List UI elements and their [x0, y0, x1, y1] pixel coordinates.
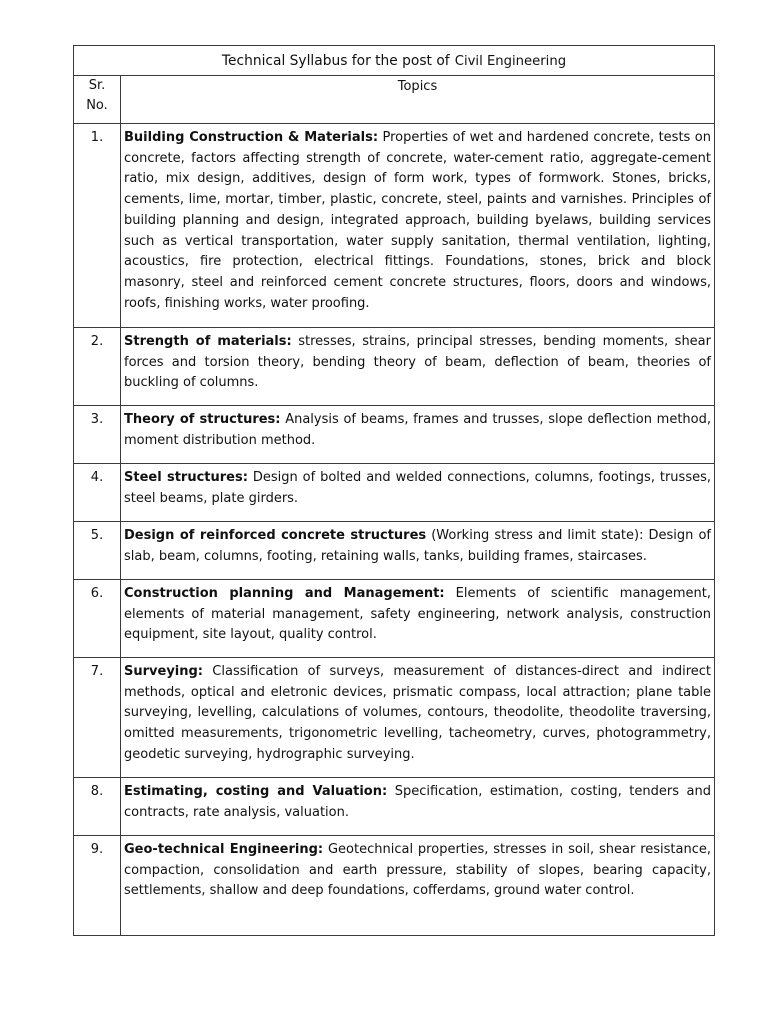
sr-header-line1: Sr. [88, 78, 106, 93]
topic-heading: Estimating, costing and Valuation: [124, 784, 388, 799]
table-row [74, 328, 715, 406]
topic-cell [121, 124, 715, 328]
sr-number: 3. [74, 406, 121, 464]
table-row [74, 464, 715, 522]
topic-heading: Construction planning and Management: [124, 586, 445, 601]
sr-number: 1. [74, 124, 121, 328]
topic-text: Analysis of beams, frames and trusses, slope deflection method, moment distribution method. [124, 412, 712, 448]
table-row [74, 406, 715, 464]
sr-number: 2. [74, 328, 121, 406]
table-row [74, 778, 715, 836]
sr-number: 7. [74, 658, 121, 778]
topic-text: Specification, estimation, costing, tenders and contracts, rate analysis, valuation. [124, 784, 711, 820]
topic-heading: Geo-technical Engineering: [124, 842, 324, 857]
topic-text: Properties of wet and hardened concrete, tests on concrete, factors affecting strength of concrete, water-cement ratio, aggregate-cement ratio, mix design, additives, design of form work, types of formwork. Stones, bricks, cements, lime, mortar, timber, plastic, concrete, steel, paints and varnishes. Principles of building planning and design, integrated approach, building byelaws, building services such as vertical transportation, water supply sanitation, thermal ventilation, lighting, acoustics, fire protection, electrical fittings. Foundations, stones, brick and block masonry, steel and reinforced cement concrete structures, floors, doors and windows, roofs, finishing works, water proofing. [124, 130, 711, 311]
post-name: Civil Engineering [454, 54, 567, 69]
table-row [74, 124, 715, 328]
topic-heading: Building Construction & Materials: [124, 130, 379, 145]
table-row [74, 522, 715, 580]
document-title [74, 46, 715, 76]
table-row [74, 836, 715, 936]
topic-cell [121, 658, 715, 778]
topics-header: Topics [121, 76, 715, 124]
sr-no-header [74, 76, 121, 124]
topic-text: Design of bolted and welded connections, columns, footings, trusses, steel beams, plate girders. [124, 470, 711, 506]
title-text: Technical Syllabus for the post of [221, 53, 450, 69]
topic-heading: Theory of structures: [124, 412, 281, 427]
topic-text: Geotechnical properties, stresses in soil, shear resistance, compaction, consolidation and earth pressure, stability of slopes, bearing capacity, settlements, shallow and deep foundations, cofferdams, ground water control. [124, 842, 712, 899]
header-row [74, 76, 715, 124]
topic-heading: Surveying: [124, 664, 204, 679]
sr-number: 4. [74, 464, 121, 522]
topic-heading: Design of reinforced concrete structures [124, 528, 427, 543]
topic-text: stresses, strains, principal stresses, bending moments, shear forces and torsion theory, bending theory of beam, deflection of beam, theories of buckling of columns. [124, 334, 711, 391]
sr-number: 8. [74, 778, 121, 836]
topic-cell [121, 836, 715, 936]
sr-number: 6. [74, 580, 121, 658]
topic-text: Classification of surveys, measurement of distances-direct and indirect methods, optical and eletronic devices, prismatic compass, local attraction; plane table surveying, levelling, calculations of volumes, contours, theodolite, theodolite traversing, omitted measurements, trigonometric levelling, tacheometry, curves, photogrammetry, geodetic surveying, hydrographic surveying. [124, 664, 711, 762]
table-row [74, 658, 715, 778]
topic-cell [121, 406, 715, 464]
topic-cell [121, 328, 715, 406]
sr-header-line2: No. [86, 98, 108, 113]
sr-number: 9. [74, 836, 121, 936]
topic-text: (Working stress and limit state): Design of slab, beam, columns, footing, retaining walls, tanks, building frames, staircases. [124, 528, 711, 564]
topic-text: Elements of scientific management, elements of material management, safety engineering, network analysis, construction equipment, site layout, quality control. [124, 586, 711, 643]
sr-number: 5. [74, 522, 121, 580]
topic-heading: Steel structures: [124, 470, 248, 485]
syllabus-table [73, 45, 715, 936]
title-row [74, 46, 715, 76]
topic-cell [121, 522, 715, 580]
topic-cell [121, 778, 715, 836]
topic-heading: Strength of materials: [124, 334, 292, 349]
topic-cell [121, 580, 715, 658]
table-row [74, 580, 715, 658]
topic-cell [121, 464, 715, 522]
